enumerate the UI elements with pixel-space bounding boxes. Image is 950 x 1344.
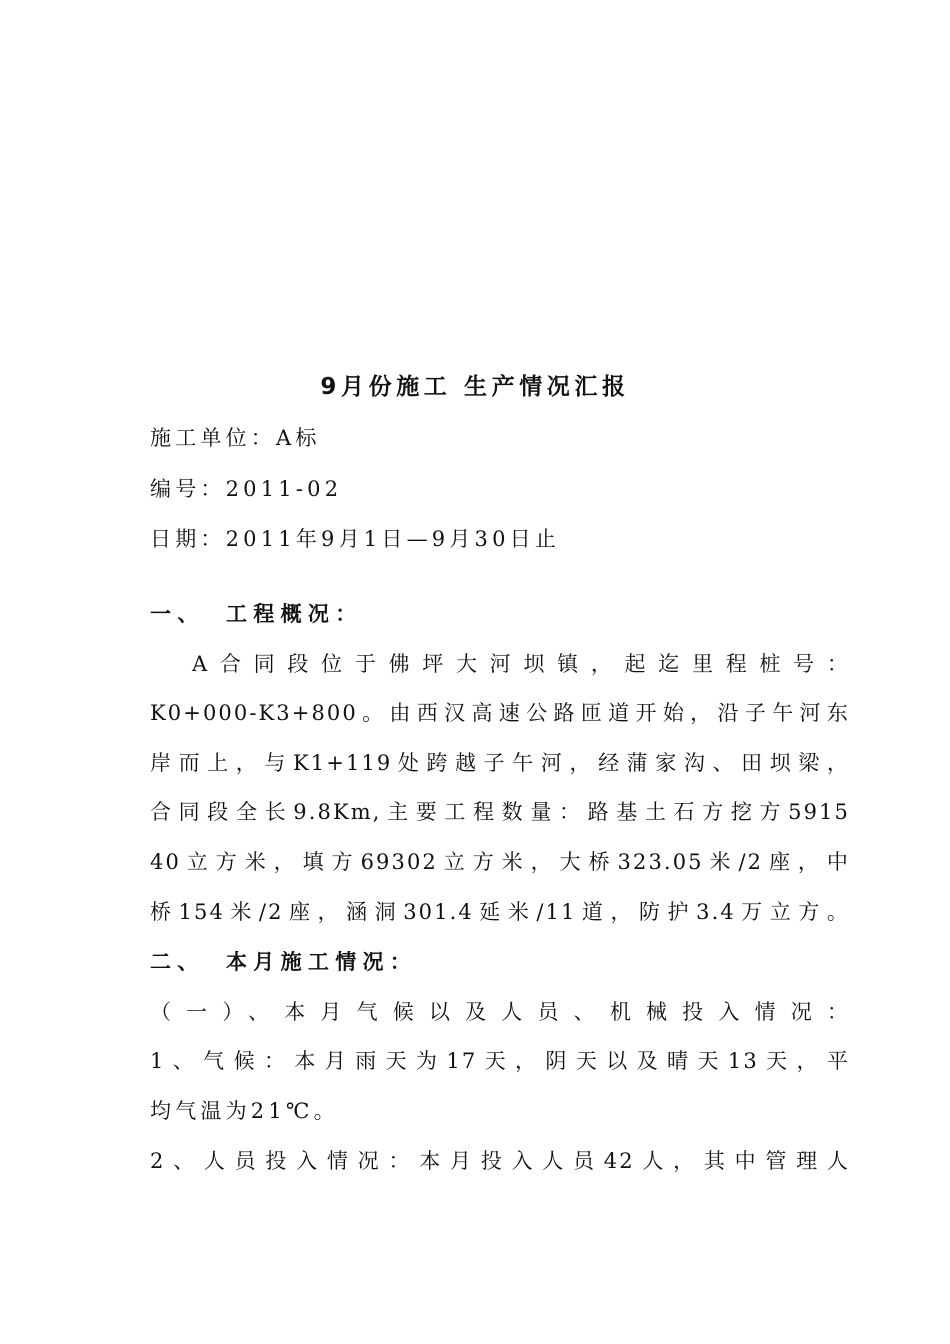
overview-line-2: K0+000-K3+800。由西汉高速公路匝道开始，沿子午河东 — [150, 701, 850, 725]
overview-line-5: 40立方米，填方69302立方米，大桥323.05米/2座，中 — [150, 850, 850, 874]
climate-line-2: 均气温为21℃。 — [150, 1099, 339, 1123]
section-2-title: 本月施工情况： — [226, 950, 418, 974]
personnel-line: 2、人员投入情况：本月投入人员42人，其中管理人 — [150, 1149, 850, 1173]
climate-line-1: 1、气候：本月雨天为17天，阴天以及晴天13天，平 — [150, 1049, 850, 1073]
overview-line-3: 岸而上，与K1+119处跨越子午河，经蒲家沟、田坝梁， — [150, 751, 850, 775]
overview-line-6: 桥154米/2座，涵洞301.4延米/11道，防护3.4万立方。 — [150, 900, 850, 924]
date-range-line: 日期：2011年9月1日—9月30日止 — [150, 527, 561, 551]
section-1-heading — [150, 604, 850, 625]
overview-line-4: 合同段全长9.8Km,主要工程数量：路基土石方挖方5915 — [150, 800, 850, 824]
document-number-line: 编号：2011-02 — [150, 477, 343, 501]
overview-line-1: A合同段位于佛坪大河坝镇，起迄里程桩号： — [192, 652, 850, 676]
construction-unit-line: 施工单位：A标 — [150, 426, 321, 450]
subsection-1-heading: （一）、本月气候以及人员、机械投入情况： — [150, 1000, 850, 1024]
section-2-number: 二、 — [150, 950, 205, 974]
section-2-heading — [150, 952, 850, 973]
section-1-title: 工程概况： — [226, 602, 363, 626]
section-1-number: 一、 — [150, 602, 205, 626]
report-title: 9月份施工 生产情况汇报 — [320, 374, 630, 400]
